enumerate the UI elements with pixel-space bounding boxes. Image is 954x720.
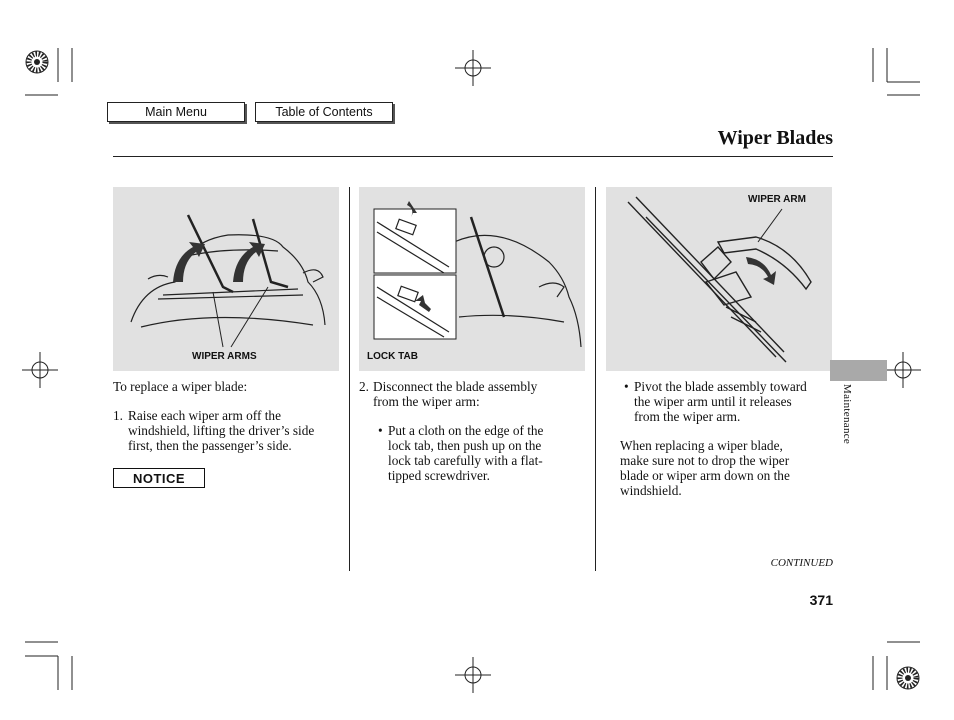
caution-paragraph: When replacing a wiper blade, make sure not to drop the wiper blade or wiper arm down on the windshield. [620, 438, 790, 498]
pivot-bullet-text: Pivot the blade assembly toward the wiper arm until it releases from the wiper arm. [634, 379, 807, 424]
section-tab-label: Maintenance [841, 384, 853, 445]
column-divider [595, 187, 596, 571]
page-title: Wiper Blades [717, 127, 833, 149]
step-1-text: Raise each wiper arm off the windshield, lifting the driver’s side first, then the passenger’s side. [128, 408, 315, 453]
lock-tab-bullet-text: Put a cloth on the edge of the lock tab, then push up on the lock tab carefully with a flat- tipped screwdriver. [388, 423, 544, 483]
notice-label: NOTICE [113, 468, 205, 488]
figure-lock-tab [359, 187, 585, 371]
page-number: 371 [809, 592, 833, 608]
figure-wiper-arms [113, 187, 339, 371]
lock-tab-illustration [359, 187, 585, 371]
main-menu-button[interactable]: Main Menu [107, 102, 245, 122]
step-2-number: 2. [359, 379, 369, 394]
caption-wiper-arms: WIPER ARMS [192, 351, 257, 362]
bullet-marker: • [378, 423, 383, 438]
step-2-text: Disconnect the blade assembly from the wiper arm: [373, 379, 538, 409]
column-divider [349, 187, 350, 571]
step-1-number: 1. [113, 408, 123, 423]
caption-wiper-arm: WIPER ARM [748, 194, 806, 205]
intro-text: To replace a wiper blade: [113, 379, 248, 394]
caption-lock-tab: LOCK TAB [367, 351, 418, 362]
title-rule [113, 156, 833, 157]
table-of-contents-button[interactable]: Table of Contents [255, 102, 393, 122]
bullet-marker: • [624, 379, 629, 394]
wiper-arms-illustration [113, 187, 339, 371]
continued-label: CONTINUED [770, 557, 833, 569]
figure-wiper-arm [606, 187, 832, 371]
wiper-arm-illustration [606, 187, 832, 371]
section-tab-marker [830, 360, 887, 381]
